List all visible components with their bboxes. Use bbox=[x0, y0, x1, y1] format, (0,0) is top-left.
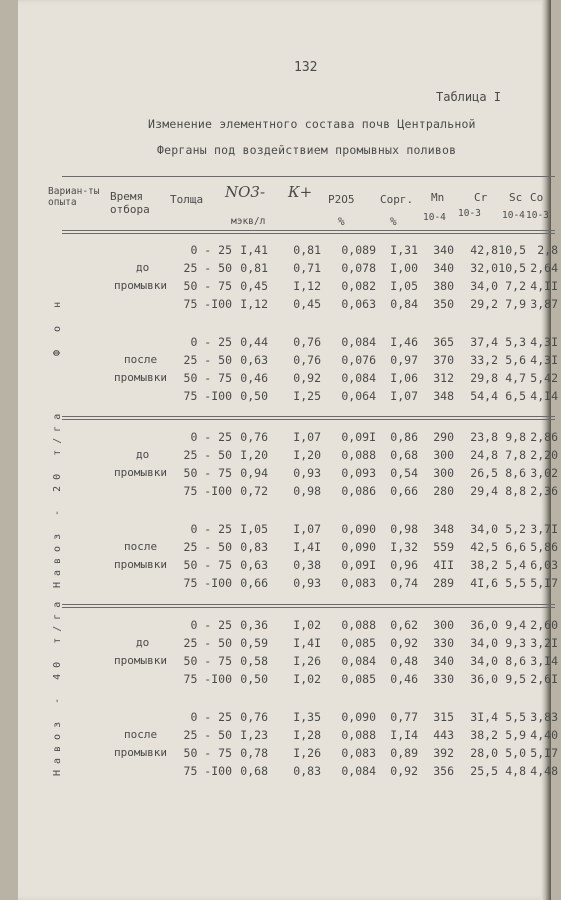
cell-cr: 42,5 bbox=[470, 540, 498, 554]
cell-cr: 24,8 bbox=[470, 448, 498, 462]
cell-co: 6,03 bbox=[530, 558, 558, 572]
sampling-time-label: после bbox=[124, 540, 158, 553]
cell-no3: 0,66 bbox=[240, 576, 268, 590]
cell-cr: 34,0 bbox=[470, 522, 498, 536]
cell-p2o5: 0,064 bbox=[341, 389, 376, 403]
cell-layer: 0 - 25 bbox=[190, 522, 232, 536]
cell-no3: 0,50 bbox=[240, 389, 268, 403]
cell-p2o5: 0,084 bbox=[341, 654, 376, 668]
cell-layer: 25 - 50 bbox=[183, 448, 232, 462]
cell-p2o5: 0,088 bbox=[341, 728, 376, 742]
cell-co: 4,I4 bbox=[530, 389, 558, 403]
cell-cr: 4I,6 bbox=[470, 576, 498, 590]
cell-sc: 8,6 bbox=[505, 466, 526, 480]
cell-sc: 5,3 bbox=[505, 335, 526, 349]
cell-mn: 315 bbox=[433, 710, 454, 724]
cell-layer: 50 - 75 bbox=[183, 746, 232, 760]
cell-corg: 0,97 bbox=[390, 353, 418, 367]
cell-corg: 0,46 bbox=[390, 672, 418, 686]
table-row bbox=[18, 636, 558, 654]
cell-mn: 380 bbox=[433, 279, 454, 293]
cell-no3: I,05 bbox=[240, 522, 268, 536]
cell-co: 3,2I bbox=[530, 636, 558, 650]
sampling-time-label: после bbox=[124, 728, 158, 741]
cell-co: 5,86 bbox=[530, 540, 558, 554]
header-mn: Mn bbox=[431, 191, 445, 204]
table-title-line1: Изменение элементного состава почв Центральной bbox=[148, 117, 476, 131]
cell-k: I,12 bbox=[293, 279, 321, 293]
cell-cr: 34,0 bbox=[470, 636, 498, 650]
cell-layer: 50 - 75 bbox=[183, 371, 232, 385]
cell-corg: 0,92 bbox=[390, 636, 418, 650]
cell-sc: 9,8 bbox=[505, 430, 526, 444]
cell-no3: 0,76 bbox=[240, 430, 268, 444]
cell-co: 4,3I bbox=[530, 335, 558, 349]
cell-k: I,02 bbox=[293, 672, 321, 686]
cell-mn: 300 bbox=[433, 618, 454, 632]
cell-k: I,4I bbox=[293, 540, 321, 554]
cell-p2o5: 0,083 bbox=[341, 746, 376, 760]
cell-mn: 443 bbox=[433, 728, 454, 742]
cell-sc: 5,0 bbox=[505, 746, 526, 760]
cell-co: 4,40 bbox=[530, 728, 558, 742]
cell-sc: 4,8 bbox=[505, 764, 526, 778]
cell-mn: 348 bbox=[433, 522, 454, 536]
cell-cr: 32,0 bbox=[470, 261, 498, 275]
table-row bbox=[18, 710, 558, 728]
cell-co: 4,3I bbox=[530, 353, 558, 367]
header-p2o5: P2O5 bbox=[328, 193, 355, 206]
cell-corg: 0,92 bbox=[390, 764, 418, 778]
cell-cr: 38,2 bbox=[470, 558, 498, 572]
page-number: 132 bbox=[294, 60, 318, 75]
cell-no3: I,20 bbox=[240, 448, 268, 462]
header-corg: Сорг. bbox=[380, 193, 414, 206]
table-row bbox=[18, 448, 558, 466]
cell-k: I,20 bbox=[293, 448, 321, 462]
table-row bbox=[18, 335, 558, 353]
cell-no3: 0,36 bbox=[240, 618, 268, 632]
table-row bbox=[18, 654, 558, 672]
cell-cr: 29,4 bbox=[470, 484, 498, 498]
cell-no3: 0,68 bbox=[240, 764, 268, 778]
cell-p2o5: 0,084 bbox=[341, 371, 376, 385]
cell-k: 0,93 bbox=[293, 576, 321, 590]
cell-p2o5: 0,078 bbox=[341, 261, 376, 275]
cell-cr: 26,5 bbox=[470, 466, 498, 480]
cell-layer: 0 - 25 bbox=[190, 618, 232, 632]
cell-co: 3,I4 bbox=[530, 654, 558, 668]
cell-layer: 25 - 50 bbox=[183, 261, 232, 275]
cell-mn: 290 bbox=[433, 430, 454, 444]
cell-co: 3,87 bbox=[530, 297, 558, 311]
cell-cr: 36,0 bbox=[470, 618, 498, 632]
cell-k: I,28 bbox=[293, 728, 321, 742]
cell-cr: 25,5 bbox=[470, 764, 498, 778]
sampling-time-label-2: промывки bbox=[114, 279, 167, 292]
header-cr-unit: 10-3 bbox=[458, 208, 481, 219]
cell-no3: 0,83 bbox=[240, 540, 268, 554]
cell-p2o5: 0,086 bbox=[341, 484, 376, 498]
table-title-line2: Ферганы под воздействием промывных поливов bbox=[157, 143, 457, 157]
header-layer: Толща bbox=[170, 193, 204, 206]
cell-corg: 0,68 bbox=[390, 448, 418, 462]
cell-p2o5: 0,088 bbox=[341, 448, 376, 462]
cell-p2o5: 0,085 bbox=[341, 672, 376, 686]
header-k: К+ bbox=[288, 183, 313, 201]
cell-p2o5: 0,090 bbox=[341, 522, 376, 536]
cell-sc: 4,7 bbox=[505, 371, 526, 385]
header-variant: Вариан-ты опыта bbox=[48, 186, 100, 208]
cell-corg: I,07 bbox=[390, 389, 418, 403]
cell-layer: 25 - 50 bbox=[183, 636, 232, 650]
table-label: Таблица I bbox=[436, 90, 502, 104]
cell-sc: 5,5 bbox=[505, 576, 526, 590]
cell-k: 0,92 bbox=[293, 371, 321, 385]
cell-no3: 0,81 bbox=[240, 261, 268, 275]
cell-co: 3,83 bbox=[530, 710, 558, 724]
cell-mn: 340 bbox=[433, 243, 454, 257]
cell-corg: 0,84 bbox=[390, 297, 418, 311]
cell-cr: 3I,4 bbox=[470, 710, 498, 724]
cell-k: 0,45 bbox=[293, 297, 321, 311]
cell-p2o5: 0,090 bbox=[341, 710, 376, 724]
cell-no3: I,41 bbox=[240, 243, 268, 257]
cell-layer: 50 - 75 bbox=[183, 558, 232, 572]
cell-co: 5,I7 bbox=[530, 576, 558, 590]
cell-sc: 5,9 bbox=[505, 728, 526, 742]
table-row bbox=[18, 279, 558, 297]
cell-mn: 348 bbox=[433, 389, 454, 403]
variant-label: Навоз - 40 т/га bbox=[52, 595, 63, 776]
cell-no3: 0,63 bbox=[240, 353, 268, 367]
cell-no3: 0,72 bbox=[240, 484, 268, 498]
cell-corg: I,00 bbox=[390, 261, 418, 275]
cell-corg: I,05 bbox=[390, 279, 418, 293]
cell-sc: 9,3 bbox=[505, 636, 526, 650]
cell-co: 2,36 bbox=[530, 484, 558, 498]
cell-sc: 7,8 bbox=[505, 448, 526, 462]
cell-layer: 0 - 25 bbox=[190, 243, 232, 257]
cell-k: I,26 bbox=[293, 654, 321, 668]
cell-sc: 10,5 bbox=[498, 261, 526, 275]
table-row bbox=[18, 353, 558, 371]
table-row bbox=[18, 522, 558, 540]
cell-no3: 0,44 bbox=[240, 335, 268, 349]
cell-k: I,07 bbox=[293, 430, 321, 444]
cell-sc: 7,9 bbox=[505, 297, 526, 311]
cell-no3: 0,46 bbox=[240, 371, 268, 385]
cell-corg: 0,48 bbox=[390, 654, 418, 668]
sampling-time-label-2: промывки bbox=[114, 558, 167, 571]
table-row bbox=[18, 243, 558, 261]
cell-sc: 5,2 bbox=[505, 522, 526, 536]
cell-layer: 75 -I00 bbox=[183, 764, 232, 778]
cell-cr: 36,0 bbox=[470, 672, 498, 686]
cell-no3: 0,50 bbox=[240, 672, 268, 686]
cell-layer: 0 - 25 bbox=[190, 710, 232, 724]
cell-no3: 0,63 bbox=[240, 558, 268, 572]
cell-p2o5: 0,093 bbox=[341, 466, 376, 480]
cell-no3: I,23 bbox=[240, 728, 268, 742]
cell-p2o5: 0,084 bbox=[341, 335, 376, 349]
cell-cr: 34,0 bbox=[470, 279, 498, 293]
header-no3: NО3- bbox=[225, 183, 266, 201]
sampling-time-label: до bbox=[136, 261, 150, 274]
cell-k: 0,93 bbox=[293, 466, 321, 480]
cell-cr: 42,8 bbox=[470, 243, 498, 257]
table-row bbox=[18, 728, 558, 746]
cell-mn: 330 bbox=[433, 636, 454, 650]
cell-mn: 356 bbox=[433, 764, 454, 778]
cell-mn: 365 bbox=[433, 335, 454, 349]
cell-mn: 350 bbox=[433, 297, 454, 311]
cell-k: 0,83 bbox=[293, 764, 321, 778]
cell-co: 5,42 bbox=[530, 371, 558, 385]
table-row bbox=[18, 558, 558, 576]
sampling-time-label: после bbox=[124, 353, 158, 366]
document-page bbox=[18, 0, 558, 900]
cell-mn: 300 bbox=[433, 448, 454, 462]
cell-sc: 8,6 bbox=[505, 654, 526, 668]
cell-k: 0,76 bbox=[293, 335, 321, 349]
cell-mn: 280 bbox=[433, 484, 454, 498]
cell-k: I,07 bbox=[293, 522, 321, 536]
table-row bbox=[18, 389, 558, 407]
header-sc: Sc bbox=[509, 191, 523, 204]
cell-sc: 6,6 bbox=[505, 540, 526, 554]
cell-sc: 6,5 bbox=[505, 389, 526, 403]
header-cr: Cr bbox=[474, 191, 488, 204]
table-row bbox=[18, 618, 558, 636]
cell-p2o5: 0,089 bbox=[341, 243, 376, 257]
cell-co: 4,II bbox=[530, 279, 558, 293]
cell-sc: 9,5 bbox=[505, 672, 526, 686]
cell-cr: 37,4 bbox=[470, 335, 498, 349]
cell-corg: I,I4 bbox=[390, 728, 418, 742]
cell-mn: 340 bbox=[433, 261, 454, 275]
cell-p2o5: 0,084 bbox=[341, 764, 376, 778]
variant-label: Ф о н bbox=[52, 295, 63, 357]
cell-mn: 4II bbox=[433, 558, 454, 572]
cell-co: 2,86 bbox=[530, 430, 558, 444]
cell-layer: 25 - 50 bbox=[183, 728, 232, 742]
sampling-time-label: до bbox=[136, 636, 150, 649]
cell-mn: 330 bbox=[433, 672, 454, 686]
cell-co: 2,8 bbox=[537, 243, 558, 257]
cell-cr: 34,0 bbox=[470, 654, 498, 668]
cell-corg: 0,89 bbox=[390, 746, 418, 760]
group-separator bbox=[62, 416, 555, 420]
cell-k: 0,71 bbox=[293, 261, 321, 275]
cell-no3: I,12 bbox=[240, 297, 268, 311]
cell-co: 2,60 bbox=[530, 618, 558, 632]
cell-cr: 29,2 bbox=[470, 297, 498, 311]
cell-p2o5: 0,09I bbox=[341, 430, 376, 444]
cell-mn: 300 bbox=[433, 466, 454, 480]
cell-layer: 75 -I00 bbox=[183, 672, 232, 686]
cell-corg: 0,86 bbox=[390, 430, 418, 444]
cell-p2o5: 0,063 bbox=[341, 297, 376, 311]
table-row bbox=[18, 261, 558, 279]
table-row bbox=[18, 576, 558, 594]
cell-layer: 75 -I00 bbox=[183, 389, 232, 403]
cell-corg: 0,66 bbox=[390, 484, 418, 498]
cell-mn: 370 bbox=[433, 353, 454, 367]
cell-layer: 25 - 50 bbox=[183, 353, 232, 367]
cell-layer: 75 -I00 bbox=[183, 297, 232, 311]
header-p2o5-unit: % bbox=[338, 215, 345, 228]
table-row bbox=[18, 430, 558, 448]
cell-no3: 0,45 bbox=[240, 279, 268, 293]
cell-mn: 312 bbox=[433, 371, 454, 385]
cell-layer: 50 - 75 bbox=[183, 466, 232, 480]
table-row bbox=[18, 764, 558, 782]
cell-corg: I,06 bbox=[390, 371, 418, 385]
cell-co: 2,64 bbox=[530, 261, 558, 275]
header-no3-unit: мэкв/л bbox=[231, 216, 266, 227]
cell-mn: 392 bbox=[433, 746, 454, 760]
cell-k: I,02 bbox=[293, 618, 321, 632]
header-time: Время отбора bbox=[110, 190, 150, 216]
cell-corg: 0,98 bbox=[390, 522, 418, 536]
sampling-time-label-2: промывки bbox=[114, 466, 167, 479]
cell-cr: 23,8 bbox=[470, 430, 498, 444]
sampling-time-label-2: промывки bbox=[114, 654, 167, 667]
cell-corg: 0,77 bbox=[390, 710, 418, 724]
table-row bbox=[18, 672, 558, 690]
cell-corg: I,46 bbox=[390, 335, 418, 349]
cell-p2o5: 0,09I bbox=[341, 558, 376, 572]
header-mn-unit: 10-4 bbox=[423, 212, 446, 223]
cell-k: I,26 bbox=[293, 746, 321, 760]
cell-layer: 75 -I00 bbox=[183, 576, 232, 590]
header-corg-unit: % bbox=[390, 215, 397, 228]
cell-p2o5: 0,085 bbox=[341, 636, 376, 650]
cell-sc: 9,4 bbox=[505, 618, 526, 632]
table-row bbox=[18, 371, 558, 389]
cell-no3: 0,76 bbox=[240, 710, 268, 724]
cell-p2o5: 0,076 bbox=[341, 353, 376, 367]
cell-k: I,35 bbox=[293, 710, 321, 724]
cell-no3: 0,59 bbox=[240, 636, 268, 650]
variant-label: Навоз - 20 т/га bbox=[52, 407, 63, 588]
cell-sc: 7,2 bbox=[505, 279, 526, 293]
cell-cr: 54,4 bbox=[470, 389, 498, 403]
cell-sc: 10,5 bbox=[498, 243, 526, 257]
table-row bbox=[18, 746, 558, 764]
group-separator bbox=[62, 604, 555, 608]
cell-k: 0,98 bbox=[293, 484, 321, 498]
cell-layer: 0 - 25 bbox=[190, 335, 232, 349]
cell-mn: 340 bbox=[433, 654, 454, 668]
cell-sc: 8,8 bbox=[505, 484, 526, 498]
sampling-time-label-2: промывки bbox=[114, 371, 167, 384]
cell-k: I,25 bbox=[293, 389, 321, 403]
header-co: Co bbox=[530, 191, 544, 204]
table-row bbox=[18, 484, 558, 502]
cell-mn: 559 bbox=[433, 540, 454, 554]
cell-p2o5: 0,088 bbox=[341, 618, 376, 632]
sampling-time-label-2: промывки bbox=[114, 746, 167, 759]
cell-no3: 0,58 bbox=[240, 654, 268, 668]
table-row bbox=[18, 297, 558, 315]
cell-k: 0,38 bbox=[293, 558, 321, 572]
header-top-rule bbox=[62, 176, 555, 177]
cell-k: I,4I bbox=[293, 636, 321, 650]
cell-cr: 33,2 bbox=[470, 353, 498, 367]
cell-layer: 0 - 25 bbox=[190, 430, 232, 444]
cell-corg: I,32 bbox=[390, 540, 418, 554]
cell-layer: 50 - 75 bbox=[183, 279, 232, 293]
cell-cr: 38,2 bbox=[470, 728, 498, 742]
cell-k: 0,81 bbox=[293, 243, 321, 257]
cell-co: 3,7I bbox=[530, 522, 558, 536]
cell-layer: 50 - 75 bbox=[183, 654, 232, 668]
cell-cr: 29,8 bbox=[470, 371, 498, 385]
cell-corg: 0,62 bbox=[390, 618, 418, 632]
cell-k: 0,76 bbox=[293, 353, 321, 367]
cell-cr: 28,0 bbox=[470, 746, 498, 760]
cell-corg: 0,96 bbox=[390, 558, 418, 572]
cell-layer: 75 -I00 bbox=[183, 484, 232, 498]
header-co-unit: 10-3 bbox=[526, 210, 549, 221]
cell-sc: 5,6 bbox=[505, 353, 526, 367]
table-row bbox=[18, 540, 558, 558]
cell-co: 2,20 bbox=[530, 448, 558, 462]
cell-no3: 0,94 bbox=[240, 466, 268, 480]
cell-corg: I,31 bbox=[390, 243, 418, 257]
header-sc-unit: 10-4 bbox=[502, 210, 525, 221]
cell-p2o5: 0,083 bbox=[341, 576, 376, 590]
cell-sc: 5,4 bbox=[505, 558, 526, 572]
cell-co: 3,02 bbox=[530, 466, 558, 480]
cell-co: 4,48 bbox=[530, 764, 558, 778]
cell-layer: 25 - 50 bbox=[183, 540, 232, 554]
cell-corg: 0,54 bbox=[390, 466, 418, 480]
cell-corg: 0,74 bbox=[390, 576, 418, 590]
cell-no3: 0,78 bbox=[240, 746, 268, 760]
header-bottom-rule bbox=[62, 230, 555, 234]
cell-sc: 5,5 bbox=[505, 710, 526, 724]
cell-p2o5: 0,090 bbox=[341, 540, 376, 554]
cell-p2o5: 0,082 bbox=[341, 279, 376, 293]
sampling-time-label: до bbox=[136, 448, 150, 461]
table-row bbox=[18, 466, 558, 484]
cell-co: 2,6I bbox=[530, 672, 558, 686]
cell-mn: 289 bbox=[433, 576, 454, 590]
cell-co: 5,I7 bbox=[530, 746, 558, 760]
